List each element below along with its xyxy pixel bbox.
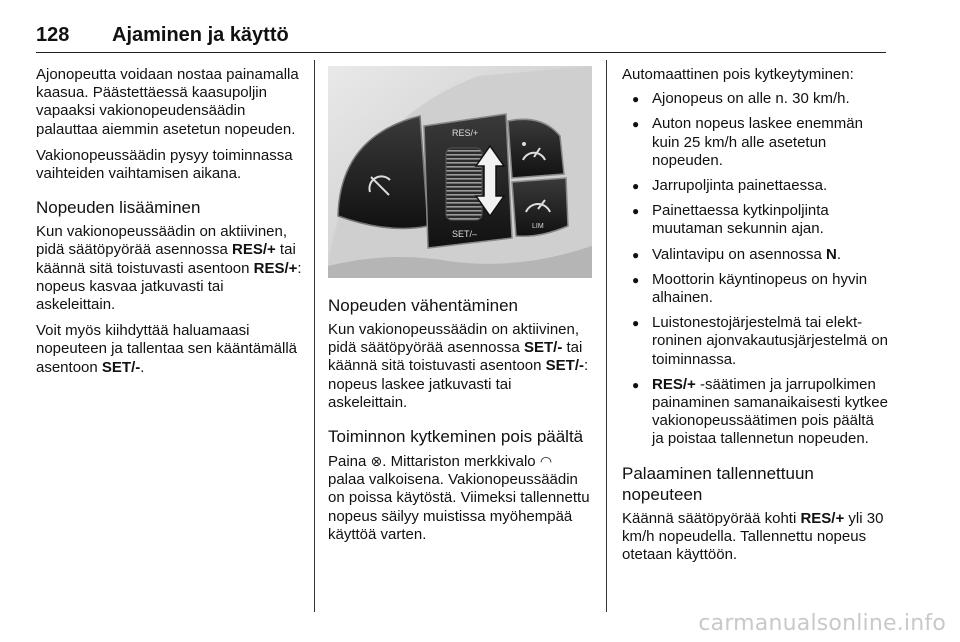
steering-wheel-controls-figure (328, 66, 592, 278)
list-item: ● RES/+ -säätimen ja jarrupolkimen painaminen samanaikaisesti kytkee vakionopeussäätimen pois päältä ja poistaa tallennetun nopeuden. (622, 376, 888, 449)
list-item: ● Valintavipu on asennossa N. (622, 246, 888, 264)
column-1 (36, 66, 304, 385)
paragraph: Paina ⊗. Mittariston merkkivalo ◠ palaa valkoisena. Vakionopeussäädin on poissa käytöstä. Viimeksi tallennettu nopeus säilyy muistissa myöhempää käyttöä varten. (328, 453, 590, 543)
lim-label: LIM (532, 223, 544, 230)
limiter-lim-button (512, 178, 568, 236)
list-item: ● Ajonopeus on alle n. 30 km/h. (622, 90, 888, 108)
paragraph: Ajonopeutta voidaan nostaa painamalla kaasua. Päästettäessä kaasupoljin vapaaksi vakionopeudensäädin palauttaa aiemmin asetetun nopeuden. (36, 66, 299, 138)
cruise-off-icon: ⊗ (370, 453, 383, 470)
column-divider (314, 60, 315, 612)
column-2 (328, 66, 592, 552)
set-label: SET/– (452, 229, 478, 239)
heading-increase-speed: Nopeuden lisääminen (36, 198, 201, 218)
page-number: 128 (36, 24, 70, 46)
list-item: ● Painettaessa kytkinpoljinta muutaman sekunnin ajan. (622, 202, 888, 238)
paragraph: Voit myös kiihdyttää haluamaasi nopeuteen ja tallentaa sen kääntämällä asentoon SET/-. (36, 322, 298, 376)
column-3 (622, 66, 888, 572)
paragraph: Kun vakionopeussäädin on aktiivinen, pidä säätöpyörää asennossa SET/- tai käännä sitä toistuvasti asentoon SET/-: nopeus laskee jatkuvasti tai askeleittain. (328, 321, 589, 411)
cruise-indicator-icon: ◠ (539, 453, 553, 470)
watermark: carmanualsonline.info (698, 611, 946, 636)
thumbwheel (446, 148, 482, 220)
page-header (36, 22, 886, 53)
paragraph: Automaattinen pois kytkeytyminen: (622, 66, 854, 83)
res-set-rocker (424, 114, 512, 248)
heading-switch-off: Toiminnon kytkeminen pois päältä (328, 427, 584, 447)
res-label: RES/+ (452, 128, 479, 138)
list-item: ● Moottorin käyntinopeus on hyvin alhainen. (622, 271, 888, 307)
paragraph: Kun vakionopeussäädin on aktiivinen, pidä säätöpyörää asennossa RES/+ tai käännä sitä toistuvasti asentoon RES/+: nopeus kasvaa jatkuvasti tai askeleittain. (36, 223, 302, 314)
list-item: ● Jarrupoljinta painettaessa. (622, 177, 888, 195)
auto-off-list (622, 90, 888, 448)
list-item: ● Auton nopeus laskee enemmän kuin 25 km/h alle asetetun nopeuden. (622, 115, 888, 170)
paragraph: Käännä säätöpyörää kohti RES/+ yli 30 km/h nopeudella. Tallennettu nopeus otetaan käyttöön. (622, 509, 884, 564)
heading-resume-speed: Palaaminen tallennettuun nopeuteen (622, 463, 814, 504)
paragraph: Vakionopeussäädin pysyy toiminnassa vaihteiden vaihtamisen aikana. (36, 146, 293, 183)
section-title: Ajaminen ja käyttö (112, 24, 289, 46)
list-item: ● Luistonestojärjestelmä tai elektroninen ajonvakautusjärjestelmä on toiminnassa. (622, 314, 888, 369)
column-divider (606, 60, 607, 612)
heading-decrease-speed: Nopeuden vähentäminen (328, 296, 518, 315)
